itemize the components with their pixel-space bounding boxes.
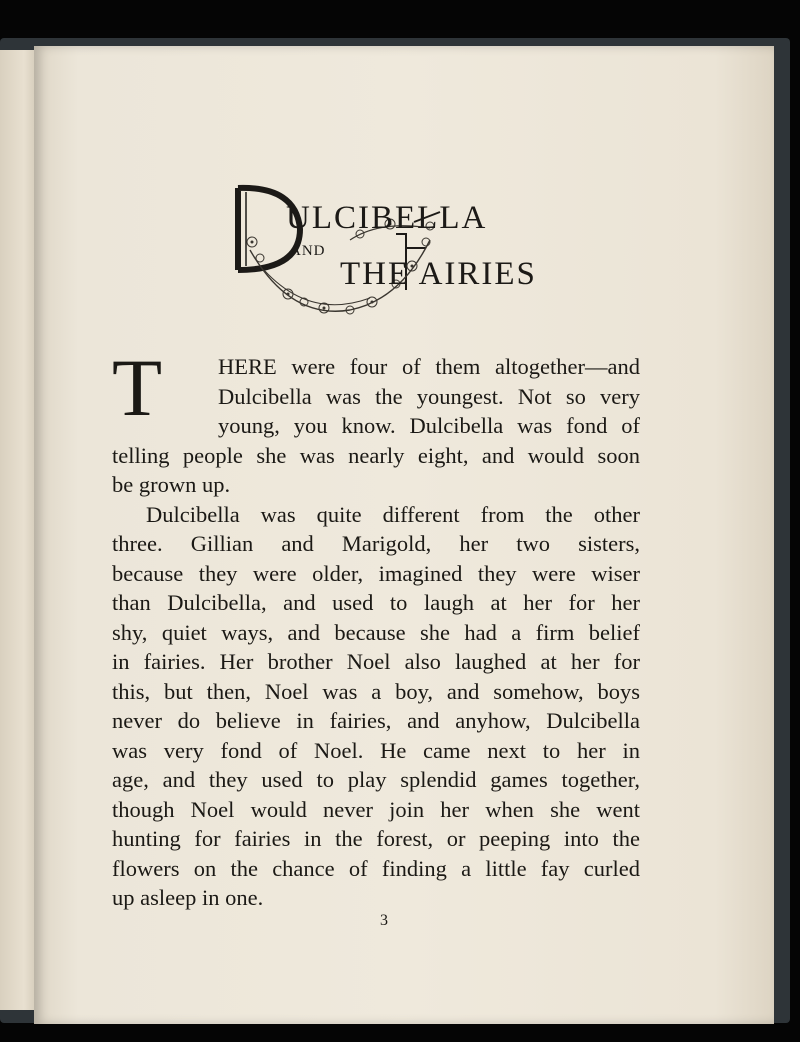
text-line: be grown up. — [112, 472, 231, 497]
text-line: this, but then, Noel was a boy, and somehow, boys — [112, 678, 640, 704]
text-line: telling people she was nearly eight, and would soon — [112, 442, 640, 468]
text-line: up asleep in one. — [112, 885, 264, 910]
title-line-1: ULCIBELLA — [286, 200, 488, 236]
text-line: flowers on the chance of finding a little fay curled — [112, 855, 640, 881]
text-line: though Noel would never join her when she went — [112, 796, 640, 822]
decorative-title — [200, 130, 560, 330]
text-line: because they were older, imagined they were wiser — [112, 560, 640, 586]
title-line-2: THE AIRIES — [340, 256, 537, 292]
text-line: Dulcibella was the youngest. Not so very — [218, 383, 640, 409]
title-and: AND — [290, 243, 326, 259]
text-line: was very fond of Noel. He came next to her in — [112, 737, 640, 763]
text-line: three. Gillian and Marigold, her two sisters, — [112, 531, 640, 556]
text-line: in fairies. Her brother Noel also laughed at her for — [112, 649, 640, 674]
text-line: young, you know. Dulcibella was fond of — [218, 413, 640, 438]
text-line: than Dulcibella, and used to laugh at her for her — [112, 590, 640, 615]
drop-cap: T — [112, 342, 163, 433]
text-line: age, and they used to play splendid games together, — [112, 767, 640, 792]
page-number: 3 — [380, 912, 388, 929]
text-line: shy, quiet ways, and because she had a firm belief — [112, 619, 640, 645]
text-line: HERE were four of them altogether—and — [218, 354, 640, 379]
text-line: Dulcibella was quite different from the other — [146, 501, 640, 527]
text-line: never do believe in fairies, and anyhow, Dulcibella — [112, 708, 640, 733]
text-line: hunting for fairies in the forest, or peeping into the — [112, 826, 640, 851]
story-text — [112, 342, 640, 913]
